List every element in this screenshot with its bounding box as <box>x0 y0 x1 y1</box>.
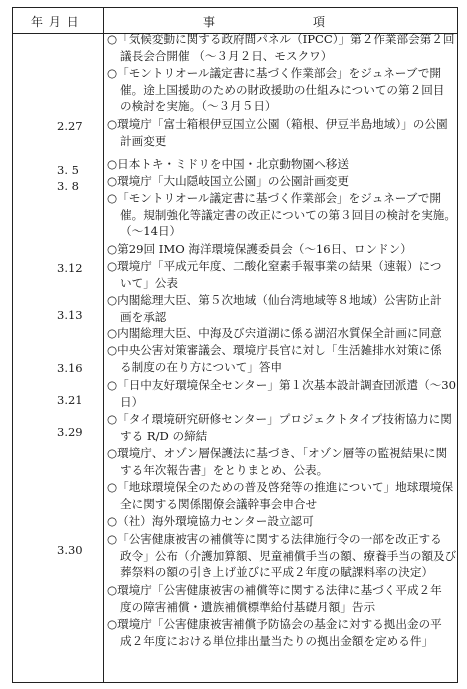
entry-line: の検討を実施。（～３月５日） <box>120 99 277 113</box>
entry-line: ○内閣総理大臣、中海及び宍道湖に係る湖沼水質保全計画に同意 <box>107 326 442 340</box>
chronology-entry <box>107 173 459 190</box>
chronology-entry <box>107 325 459 342</box>
entry-date: 3. 5 <box>57 163 79 177</box>
chronology-entry <box>107 258 459 291</box>
chronology-entry <box>107 116 459 149</box>
entry-line: ○内閣総理大臣、第５次地域（仙台湾地域等８地域）公害防止計 <box>107 293 442 307</box>
entry-line: 度の障害補償・遺族補償標準給付基礎月額」告示 <box>120 599 376 614</box>
entry-line: ○環境庁「平成元年度、二酸化窒素手報事業の結果（速報）につ <box>107 259 442 273</box>
chronology-entry <box>107 156 459 173</box>
entry-line: する R/D の締結 <box>120 428 208 443</box>
chronology-entry <box>107 65 459 115</box>
entry-date: 3.21 <box>57 393 83 407</box>
chronology-table <box>12 7 458 683</box>
chronology-entry <box>107 292 459 325</box>
entry-line: ○「日中友好環境保全センター」第１次基本設計調査団派遣（～30 <box>107 378 457 392</box>
entry-line: ○「モントリオール議定書に基づく作業部会」をジュネーブで開 <box>107 66 441 80</box>
chronology-entry <box>107 616 459 649</box>
chronology-entry <box>107 479 459 512</box>
entry-date: 3.16 <box>57 361 83 375</box>
column-divider <box>103 8 104 682</box>
header-matter-2: 項 <box>313 15 327 29</box>
entry-line: 議長会合開催 （～３月２日、モスクワ） <box>120 48 333 63</box>
entry-line: 成２年度における単位排出量当たりの拠出金額を定める件」 <box>120 633 434 648</box>
entry-line: ○環境庁、オゾン層保護法に基づき、「オゾン層等の監視結果に関 <box>107 446 448 460</box>
chronology-entry <box>107 513 459 530</box>
entry-line: 画を承認 <box>120 309 167 324</box>
entry-line: る制度の在り方について」答申 <box>120 359 283 374</box>
entry-date: 3. 8 <box>57 179 79 193</box>
entry-line: ○環境庁「公害健康被害の補償等に関する法律に基づく平成２年 <box>107 583 442 597</box>
entry-date: 3.13 <box>57 308 83 322</box>
entry-date: 2.27 <box>57 119 83 133</box>
entry-line: 葬祭料の額の引き上げ並びに平成２年度の賦課料率の決定） <box>120 565 434 579</box>
entry-line: ○中央公害対策審議会、環境庁長官に対し「生活雑排水対策に係 <box>107 343 442 357</box>
chronology-entry <box>107 377 459 410</box>
entry-line: ○環境庁「公害健康被害補償予防協会の基金に対する拠出金の平 <box>107 617 442 631</box>
entry-line: ○第29回 IMO 海洋環境保護委員会（～16日、ロンドン） <box>107 242 412 256</box>
entry-line: ○「気候変動に関する政府間パネル（IPCC）」第２作業部会第２回 <box>107 32 455 46</box>
entry-line: ○環境庁「富士箱根伊豆国立公園（箱根、伊豆半島地域）」の公園 <box>107 117 448 131</box>
entry-line: する年次報告書」をとりまとめ、公表。 <box>120 462 329 477</box>
chronology-entry <box>107 241 459 258</box>
entry-line: 催。規制強化等議定書の改正についての第３回目の検討を実施。 <box>120 207 456 222</box>
entry-line: 政令」公布（介護加算額、児童補償手当の額、療養手当の額及び <box>120 548 457 563</box>
entry-line: ○日本トキ・ミドリを中国・北京動物園へ移送 <box>107 157 349 171</box>
entry-line: 全に関する関係閣僚会議幹事会申合せ <box>120 496 318 511</box>
entry-line: ○「タイ環境研究研修センター」プロジェクトタイプ技術協力に関 <box>107 412 452 426</box>
chronology-entry <box>107 31 459 64</box>
entry-line: ○環境庁「大山隠岐国立公園」の公園計画変更 <box>107 174 349 188</box>
entry-date: 3.12 <box>57 261 83 275</box>
chronology-entry <box>107 445 459 478</box>
entry-line: 催。途上国援助のための財政援助の仕組みについての第２回目 <box>120 82 445 97</box>
chronology-entry <box>107 190 459 240</box>
entry-line: いて」公表 <box>120 275 178 290</box>
chronology-entry <box>107 411 459 444</box>
entry-date: 3.29 <box>57 425 83 439</box>
entry-line: 計画変更 <box>120 133 167 148</box>
chronology-entry <box>107 342 459 375</box>
chronology-entry <box>107 582 459 615</box>
chronology-entry <box>107 531 459 581</box>
entry-line: ○「モントリオール議定書に基づく作業部会」をジュネーブで開 <box>107 191 441 205</box>
entry-line: （～14日） <box>120 224 182 238</box>
header-matter-1: 事 <box>203 15 217 29</box>
entry-date: 3.30 <box>57 543 83 557</box>
entry-line: ○（社）海外環境協力センター設立認可 <box>107 514 314 528</box>
entry-line: ○「地球環境保全のための普及啓発等の推進について」地球環境保 <box>107 480 454 494</box>
header-date: 年 月 日 <box>31 15 80 29</box>
entry-line: ○「公害健康被害の補償等に関する法律施行令の一部を改正する <box>107 532 442 546</box>
entry-line: 日） <box>120 394 144 409</box>
